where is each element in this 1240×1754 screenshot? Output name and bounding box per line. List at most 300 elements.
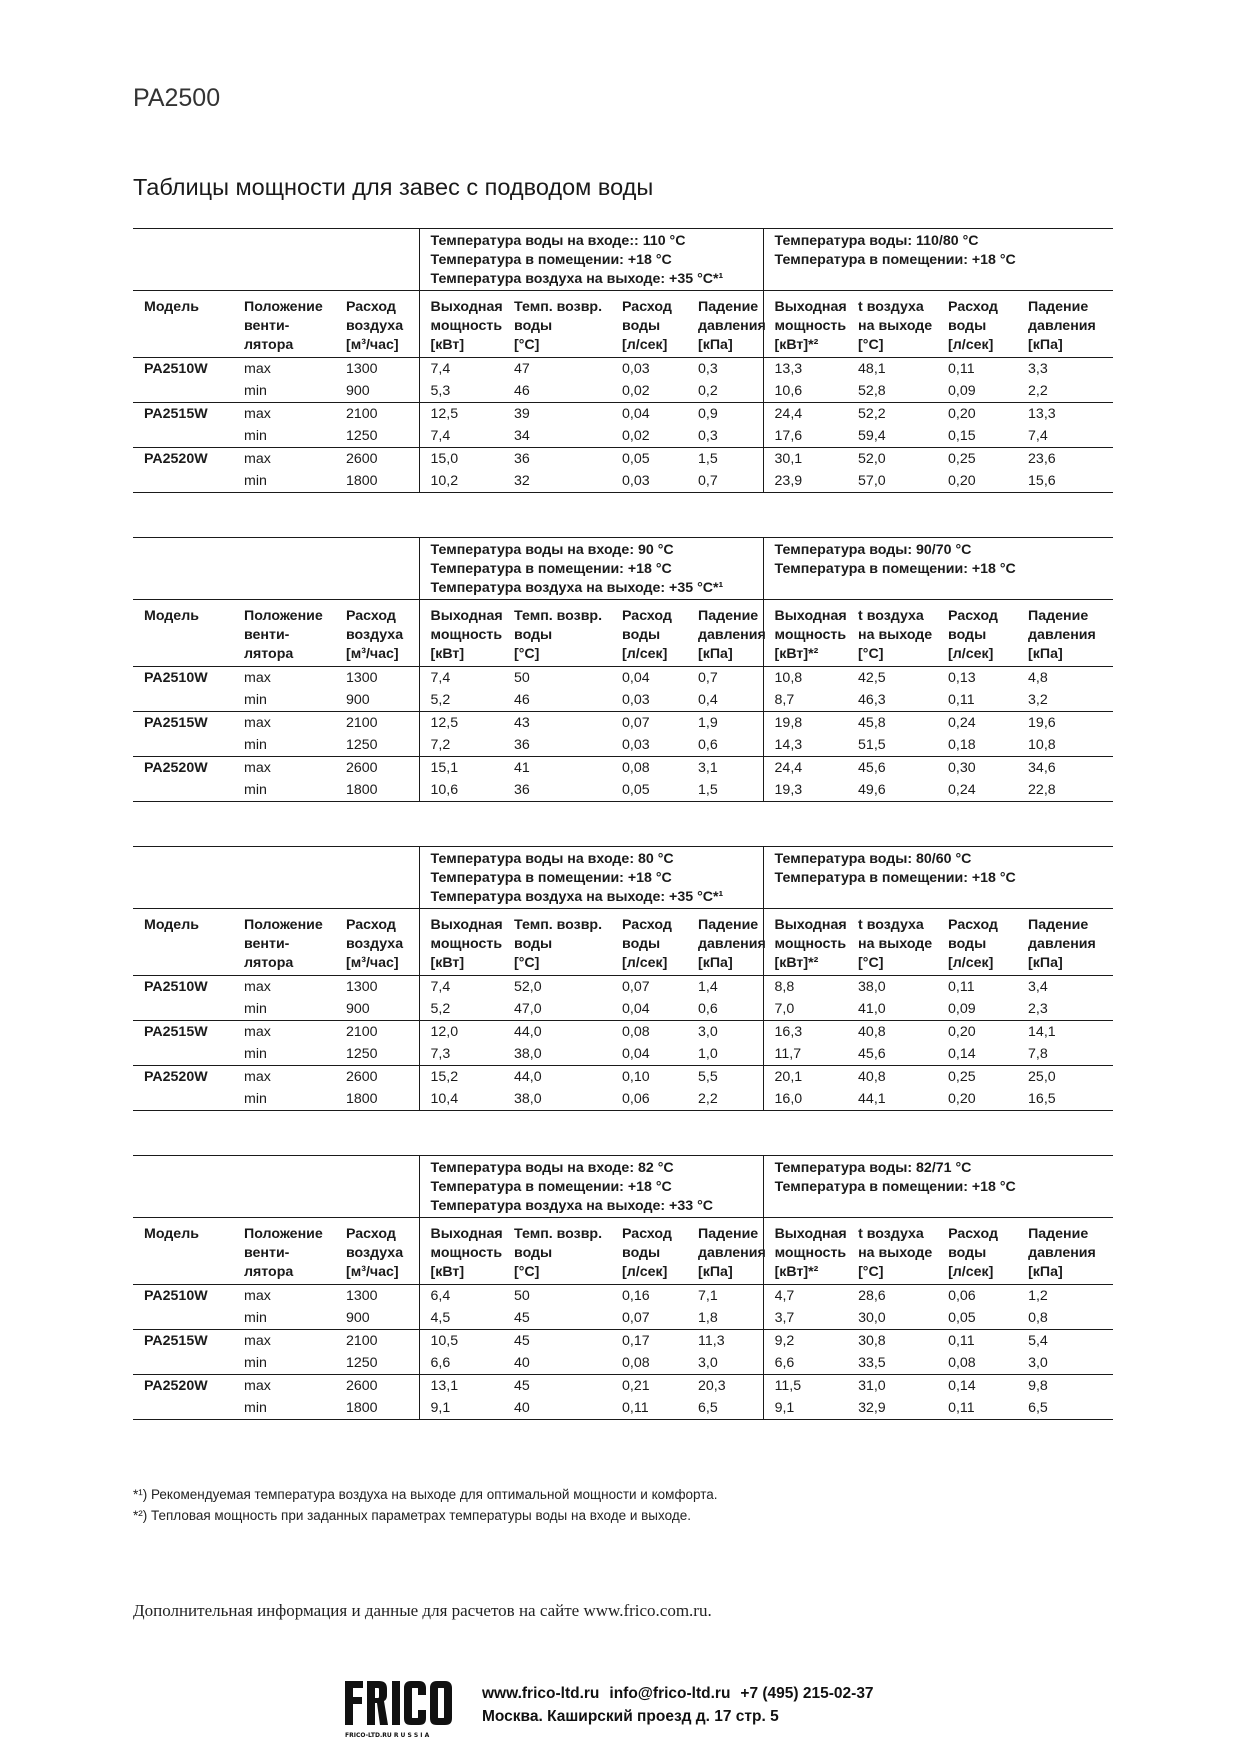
table-cell: 50 (514, 670, 530, 686)
table-cell: 7,4 (419, 976, 503, 999)
right-conditions (763, 847, 1113, 909)
footnote-2: *²) Тепловая мощность при заданных параметрах температуры воды на входе и выходе. (133, 1508, 691, 1523)
header-line: Расход (346, 917, 396, 933)
header-line: Расход (948, 608, 998, 624)
header-left-1 (503, 291, 611, 358)
table-cell: PA2520W (144, 1378, 208, 1394)
left-conditions (419, 229, 763, 291)
contacts-line-1 (482, 1682, 874, 1705)
document-title: PA2500 (133, 84, 221, 112)
table-cell: 0,05 (611, 779, 687, 802)
table-cell: 0,6 (687, 998, 763, 1021)
table-cell: 2600 (346, 1378, 378, 1394)
header-line: [°C] (858, 646, 884, 662)
table-cell: 10,6 (419, 779, 503, 802)
table-cell: 41,0 (847, 998, 937, 1021)
table-cell: 2600 (346, 451, 378, 467)
table-cell: 0,09 (937, 998, 1017, 1021)
table-cell: min (233, 1397, 335, 1420)
table-cell: 40 (503, 1352, 611, 1375)
right-conditions (763, 1156, 1113, 1218)
table-cell: 20,1 (763, 1066, 847, 1089)
table-cell: 1,5 (687, 779, 763, 802)
table-cell: 34,6 (1028, 760, 1056, 776)
header-line: [кВт] (430, 955, 465, 971)
header-line: мощность (430, 936, 503, 952)
table-cell: 10,2 (419, 470, 503, 493)
table-cell: 39 (514, 406, 530, 422)
header-line: Расход (346, 608, 396, 624)
table-cell: 47,0 (503, 998, 611, 1021)
performance-table (133, 846, 1113, 1111)
table-cell: 45,8 (858, 715, 886, 731)
header-line: [°C] (514, 646, 540, 662)
table-cell: 1800 (335, 470, 419, 493)
header-left-3 (687, 600, 766, 667)
header-line: [л/сек] (948, 1264, 994, 1280)
table-cell: 0,02 (611, 425, 687, 448)
table-cell: 23,9 (763, 470, 847, 493)
table-cell: 52,2 (858, 406, 886, 422)
header-model (133, 1218, 233, 1285)
table-cell (133, 470, 233, 493)
right-conditions (763, 538, 1113, 600)
column-header-row (133, 909, 1113, 976)
header-airflow (335, 1218, 419, 1285)
table-row (133, 667, 1113, 690)
table-cell: 2100 (346, 715, 378, 731)
footnotes (133, 1484, 718, 1526)
table-cell: 0,16 (622, 1288, 650, 1304)
table-cell: min (233, 998, 335, 1021)
table-cell: 9,8 (1028, 1378, 1048, 1394)
table-cell: 0,04 (611, 1043, 687, 1066)
header-line: Модель (144, 608, 199, 624)
table-cell: 0,07 (611, 1307, 687, 1330)
table-cell: 0,15 (937, 425, 1017, 448)
header-line: лятора (244, 337, 294, 353)
header-line: Темп. возвр. (514, 917, 603, 933)
table-cell: 1250 (335, 425, 419, 448)
header-left-1 (503, 909, 611, 976)
header-line: [кВт] (430, 1264, 465, 1280)
table-cell: 0,06 (948, 1288, 976, 1304)
performance-table (133, 537, 1113, 802)
header-line: мощность (774, 627, 847, 643)
table-cell: 49,6 (847, 779, 937, 802)
table-cell: 0,11 (937, 689, 1017, 712)
table-cell: 0,7 (687, 470, 763, 493)
table-cell: max (244, 1378, 271, 1394)
table-cell: 38,0 (503, 1088, 611, 1111)
table-cell (133, 1307, 233, 1330)
header-line: [л/сек] (622, 1264, 668, 1280)
table-cell: PA2515W (144, 1333, 208, 1349)
header-line: [кПа] (698, 646, 733, 662)
table-cell: PA2510W (144, 361, 208, 377)
table-cell: max (244, 670, 271, 686)
header-line: [кПа] (698, 955, 733, 971)
conditions-row (133, 229, 1113, 291)
header-line: Темп. возвр. (514, 1226, 603, 1242)
table-cell: 31,0 (858, 1378, 886, 1394)
table-cell: 14,3 (763, 734, 847, 757)
header-line: давления (1028, 936, 1096, 952)
table-cell: 2,2 (1017, 380, 1113, 403)
header-line: воздуха (346, 1245, 404, 1261)
header-line: мощность (774, 1245, 847, 1261)
table-cell: 36 (503, 734, 611, 757)
table-cell (133, 734, 233, 757)
header-line: t воздуха (858, 608, 924, 624)
header-line: венти- (244, 936, 290, 952)
condition-line: Температура воздуха на выходе: +35 °C*¹ (430, 271, 724, 287)
header-line: Положение (244, 608, 323, 624)
table-row (133, 1088, 1113, 1111)
header-line: Расход (622, 608, 672, 624)
table-cell: 0,07 (622, 979, 650, 995)
email-link[interactable]: info@frico-ltd.ru (609, 1685, 731, 1702)
header-line: воды (948, 1245, 987, 1261)
table-row (133, 403, 1113, 426)
table-cell: 2600 (346, 760, 378, 776)
header-line: воды (622, 936, 661, 952)
header-left-0 (419, 909, 503, 976)
condition-line: Температура воды на входе: 90 °C (430, 542, 674, 558)
header-line: [л/сек] (948, 337, 994, 353)
section-heading: Таблицы мощности для завес с подводом воды (133, 174, 654, 200)
header-line: давления (1028, 318, 1096, 334)
header-line: Выходная (774, 917, 847, 933)
header-line: воды (622, 627, 661, 643)
table-row (133, 1285, 1113, 1308)
header-line: [кПа] (1028, 955, 1063, 971)
logo-subtitle: FRICO-LTD.RU R U S S I A (345, 1732, 430, 1739)
table-row (133, 1397, 1113, 1420)
table-cell: 1,2 (1028, 1288, 1048, 1304)
header-line: t воздуха (858, 917, 924, 933)
table-cell: 0,7 (698, 670, 718, 686)
header-right-1 (847, 1218, 937, 1285)
header-line: воды (514, 318, 553, 334)
table-cell: 1300 (346, 1288, 378, 1304)
table-cell: PA2515W (144, 715, 208, 731)
table-cell: 32,9 (847, 1397, 937, 1420)
header-right-0 (763, 291, 847, 358)
header-right-3 (1017, 1218, 1113, 1285)
table-cell: min (233, 1088, 335, 1111)
header-line: Выходная (430, 299, 503, 315)
condition-line: Температура в помещении: +18 °C (430, 252, 672, 268)
header-line: мощность (774, 936, 847, 952)
table-cell: 3,2 (1017, 689, 1113, 712)
table-cell: max (244, 1024, 271, 1040)
header-line: на выходе (858, 936, 933, 952)
blank-cell (133, 538, 419, 600)
header-line: Падение (698, 917, 759, 933)
table-cell: 15,0 (419, 448, 503, 471)
header-model (133, 909, 233, 976)
header-line: Падение (698, 299, 759, 315)
header-line: воды (622, 318, 661, 334)
table-cell: 19,3 (763, 779, 847, 802)
header-left-2 (611, 291, 687, 358)
table-cell: 1,9 (698, 715, 718, 731)
header-line: Расход (948, 1226, 998, 1242)
table-cell: 33,5 (847, 1352, 937, 1375)
table-cell: 0,05 (937, 1307, 1017, 1330)
header-line: Модель (144, 299, 199, 315)
table-cell: 36 (514, 451, 530, 467)
table-cell: 24,4 (763, 403, 847, 426)
table-cell: 0,20 (948, 1024, 976, 1040)
table-row (133, 1066, 1113, 1089)
table-cell: 0,03 (611, 734, 687, 757)
blank-cell (133, 847, 419, 909)
header-line: [м³/час] (346, 1264, 399, 1280)
table-cell: 45 (514, 1333, 530, 1349)
table-cell: 1,4 (698, 979, 718, 995)
header-left-1 (503, 600, 611, 667)
table-cell: 19,6 (1028, 715, 1056, 731)
header-line: на выходе (858, 1245, 933, 1261)
header-fan (233, 291, 335, 358)
header-line: [°C] (514, 955, 540, 971)
table-cell: 1800 (335, 779, 419, 802)
table-cell: PA2510W (144, 670, 208, 686)
table-cell: 3,7 (763, 1307, 847, 1330)
table-cell: 7,2 (419, 734, 503, 757)
table-cell: 38,0 (503, 1043, 611, 1066)
table-cell: 5,3 (419, 380, 503, 403)
table-cell (133, 689, 233, 712)
table-cell: 44,0 (514, 1069, 542, 1085)
table-cell: max (244, 979, 271, 995)
table-cell: 1300 (346, 979, 378, 995)
table-cell: 0,05 (622, 451, 650, 467)
condition-line: Температура воздуха на выходе: +35 °C*¹ (430, 889, 724, 905)
header-left-3 (687, 909, 766, 976)
header-line: [°C] (858, 955, 884, 971)
header-right-1 (847, 291, 937, 358)
table-cell: 25,0 (1028, 1069, 1056, 1085)
condition-line: Температура в помещении: +18 °C (774, 1179, 1016, 1195)
table-row (133, 425, 1113, 448)
table-row (133, 1307, 1113, 1330)
table-cell: 43 (514, 715, 530, 731)
table-cell: 0,08 (937, 1352, 1017, 1375)
header-line: венти- (244, 318, 290, 334)
footnote-1: *¹) Рекомендуемая температура воздуха на выходе для оптимальной мощности и комфорта. (133, 1487, 718, 1502)
header-fan (233, 1218, 335, 1285)
table-cell: 0,09 (937, 380, 1017, 403)
table-cell: max (244, 361, 271, 377)
table-cell: 1250 (335, 1043, 419, 1066)
table-cell: 1800 (335, 1397, 419, 1420)
table-cell: 13,3 (763, 358, 847, 381)
header-line: [л/сек] (622, 955, 668, 971)
table-cell: PA2520W (144, 760, 208, 776)
table-row (133, 779, 1113, 802)
header-line: Расход (622, 299, 672, 315)
table-cell: 900 (335, 380, 419, 403)
table-cell: 16,5 (1017, 1088, 1113, 1111)
header-line: Выходная (430, 917, 503, 933)
header-right-2 (937, 1218, 1017, 1285)
table-cell: min (233, 1043, 335, 1066)
table-cell: max (244, 1333, 271, 1349)
condition-line: Температура в помещении: +18 °C (774, 870, 1016, 886)
website-link[interactable]: www.frico-ltd.ru (482, 1685, 600, 1702)
table-row (133, 689, 1113, 712)
header-left-2 (611, 600, 687, 667)
table-cell: 0,11 (937, 1397, 1017, 1420)
table-cell: 15,1 (419, 757, 503, 780)
table-cell: 0,11 (948, 979, 975, 995)
header-line: воды (948, 936, 987, 952)
table-cell: max (244, 1288, 271, 1304)
right-conditions (763, 229, 1113, 291)
header-line: Расход (346, 1226, 396, 1242)
table-row (133, 1043, 1113, 1066)
table-cell: max (244, 715, 271, 731)
table-cell (133, 1088, 233, 1111)
table-cell: 6,5 (1017, 1397, 1113, 1420)
table-cell: 0,04 (622, 406, 650, 422)
header-right-1 (847, 600, 937, 667)
table-cell: 40 (503, 1397, 611, 1420)
table-cell: 3,1 (698, 760, 718, 776)
header-line: воды (948, 627, 987, 643)
table-cell: max (244, 451, 271, 467)
condition-line: Температура в помещении: +18 °C (774, 561, 1016, 577)
table-cell: 0,24 (937, 779, 1017, 802)
condition-line: Температура в помещении: +18 °C (430, 1179, 672, 1195)
table-cell: 5,2 (419, 689, 503, 712)
header-line: воздуха (346, 936, 404, 952)
header-line: мощность (430, 1245, 503, 1261)
condition-line: Температура воздуха на выходе: +35 °C*¹ (430, 580, 724, 596)
condition-line: Температура в помещении: +18 °C (430, 561, 672, 577)
table-cell: 9,1 (763, 1397, 847, 1420)
table-row (133, 470, 1113, 493)
table-cell: max (244, 406, 271, 422)
table-cell: 7,4 (419, 358, 503, 381)
conditions-row (133, 538, 1113, 600)
header-right-2 (937, 291, 1017, 358)
table-cell: 0,07 (622, 715, 650, 731)
table-cell: 10,5 (419, 1330, 503, 1353)
table-cell: 1,8 (687, 1307, 763, 1330)
table-row (133, 712, 1113, 735)
table-cell: 44,0 (514, 1024, 542, 1040)
header-line: [кВт]*² (774, 337, 819, 353)
table-cell: 40,8 (858, 1024, 886, 1040)
header-line: Падение (698, 1226, 759, 1242)
condition-line: Температура воды: 90/70 °C (774, 542, 972, 558)
table-cell: 0,14 (948, 1378, 976, 1394)
conditions-row (133, 847, 1113, 909)
header-line: [л/сек] (622, 337, 668, 353)
table-cell: 30,0 (847, 1307, 937, 1330)
header-line: Падение (698, 608, 759, 624)
table-row (133, 1330, 1113, 1353)
table-cell: 0,3 (687, 425, 763, 448)
header-line: Положение (244, 917, 323, 933)
contacts-block (482, 1682, 874, 1728)
table-row (133, 1375, 1113, 1398)
table-cell: 7,4 (419, 667, 503, 690)
table-cell: 900 (335, 998, 419, 1021)
table-cell: 17,6 (763, 425, 847, 448)
header-line: [кВт]*² (774, 1264, 819, 1280)
table-cell: 0,03 (622, 361, 650, 377)
table-cell: 0,02 (611, 380, 687, 403)
table-cell: 7,8 (1017, 1043, 1113, 1066)
table-cell: 1250 (335, 1352, 419, 1375)
table-cell: 1,5 (698, 451, 718, 467)
table-cell: 4,8 (1028, 670, 1048, 686)
table-cell: 0,06 (611, 1088, 687, 1111)
table-cell: min (233, 470, 335, 493)
condition-line: Температура воды: 82/71 °C (774, 1160, 972, 1176)
table-cell: 0,6 (687, 734, 763, 757)
header-line: Выходная (774, 608, 847, 624)
header-line: [°C] (514, 1264, 540, 1280)
header-line: Выходная (774, 1226, 847, 1242)
blank-cell (133, 229, 419, 291)
table-cell: 11,5 (763, 1375, 847, 1398)
table-cell: min (233, 734, 335, 757)
table-cell: 8,7 (763, 689, 847, 712)
table-cell: 12,5 (419, 712, 503, 735)
header-line: Падение (1028, 299, 1089, 315)
header-line: воздуха (346, 318, 404, 334)
table-cell: 0,03 (611, 689, 687, 712)
table-cell (133, 425, 233, 448)
extra-info-text: Дополнительная информация и данные для расчетов на сайте www.frico.com.ru. (133, 1601, 712, 1620)
table-cell: 5,5 (698, 1069, 718, 1085)
performance-table (133, 228, 1113, 493)
table-cell: 0,04 (622, 670, 650, 686)
table-cell: 0,11 (948, 361, 975, 377)
table-cell: 20,3 (698, 1378, 726, 1394)
table-cell: 0,08 (622, 760, 650, 776)
table-row (133, 1352, 1113, 1375)
table-cell: 32 (503, 470, 611, 493)
header-right-2 (937, 909, 1017, 976)
table-cell: 12,5 (419, 403, 503, 426)
table-cell: 0,20 (948, 406, 976, 422)
table-cell: 0,08 (622, 1024, 650, 1040)
header-left-2 (611, 909, 687, 976)
address: Москва. Каширский проезд д. 17 стр. 5 (482, 1708, 779, 1725)
header-line: [°C] (858, 1264, 884, 1280)
left-conditions (419, 847, 763, 909)
table-cell: 1250 (335, 734, 419, 757)
header-line: на выходе (858, 627, 933, 643)
header-line: Положение (244, 1226, 323, 1242)
table-cell: 46 (503, 689, 611, 712)
header-right-3 (1017, 291, 1113, 358)
header-line: Темп. возвр. (514, 608, 603, 624)
header-line: [°C] (514, 337, 540, 353)
table-row (133, 1021, 1113, 1044)
header-line: лятора (244, 1264, 294, 1280)
condition-line: Температура в помещении: +18 °C (430, 870, 672, 886)
header-line: воды (514, 1245, 553, 1261)
header-line: на выходе (858, 318, 933, 334)
